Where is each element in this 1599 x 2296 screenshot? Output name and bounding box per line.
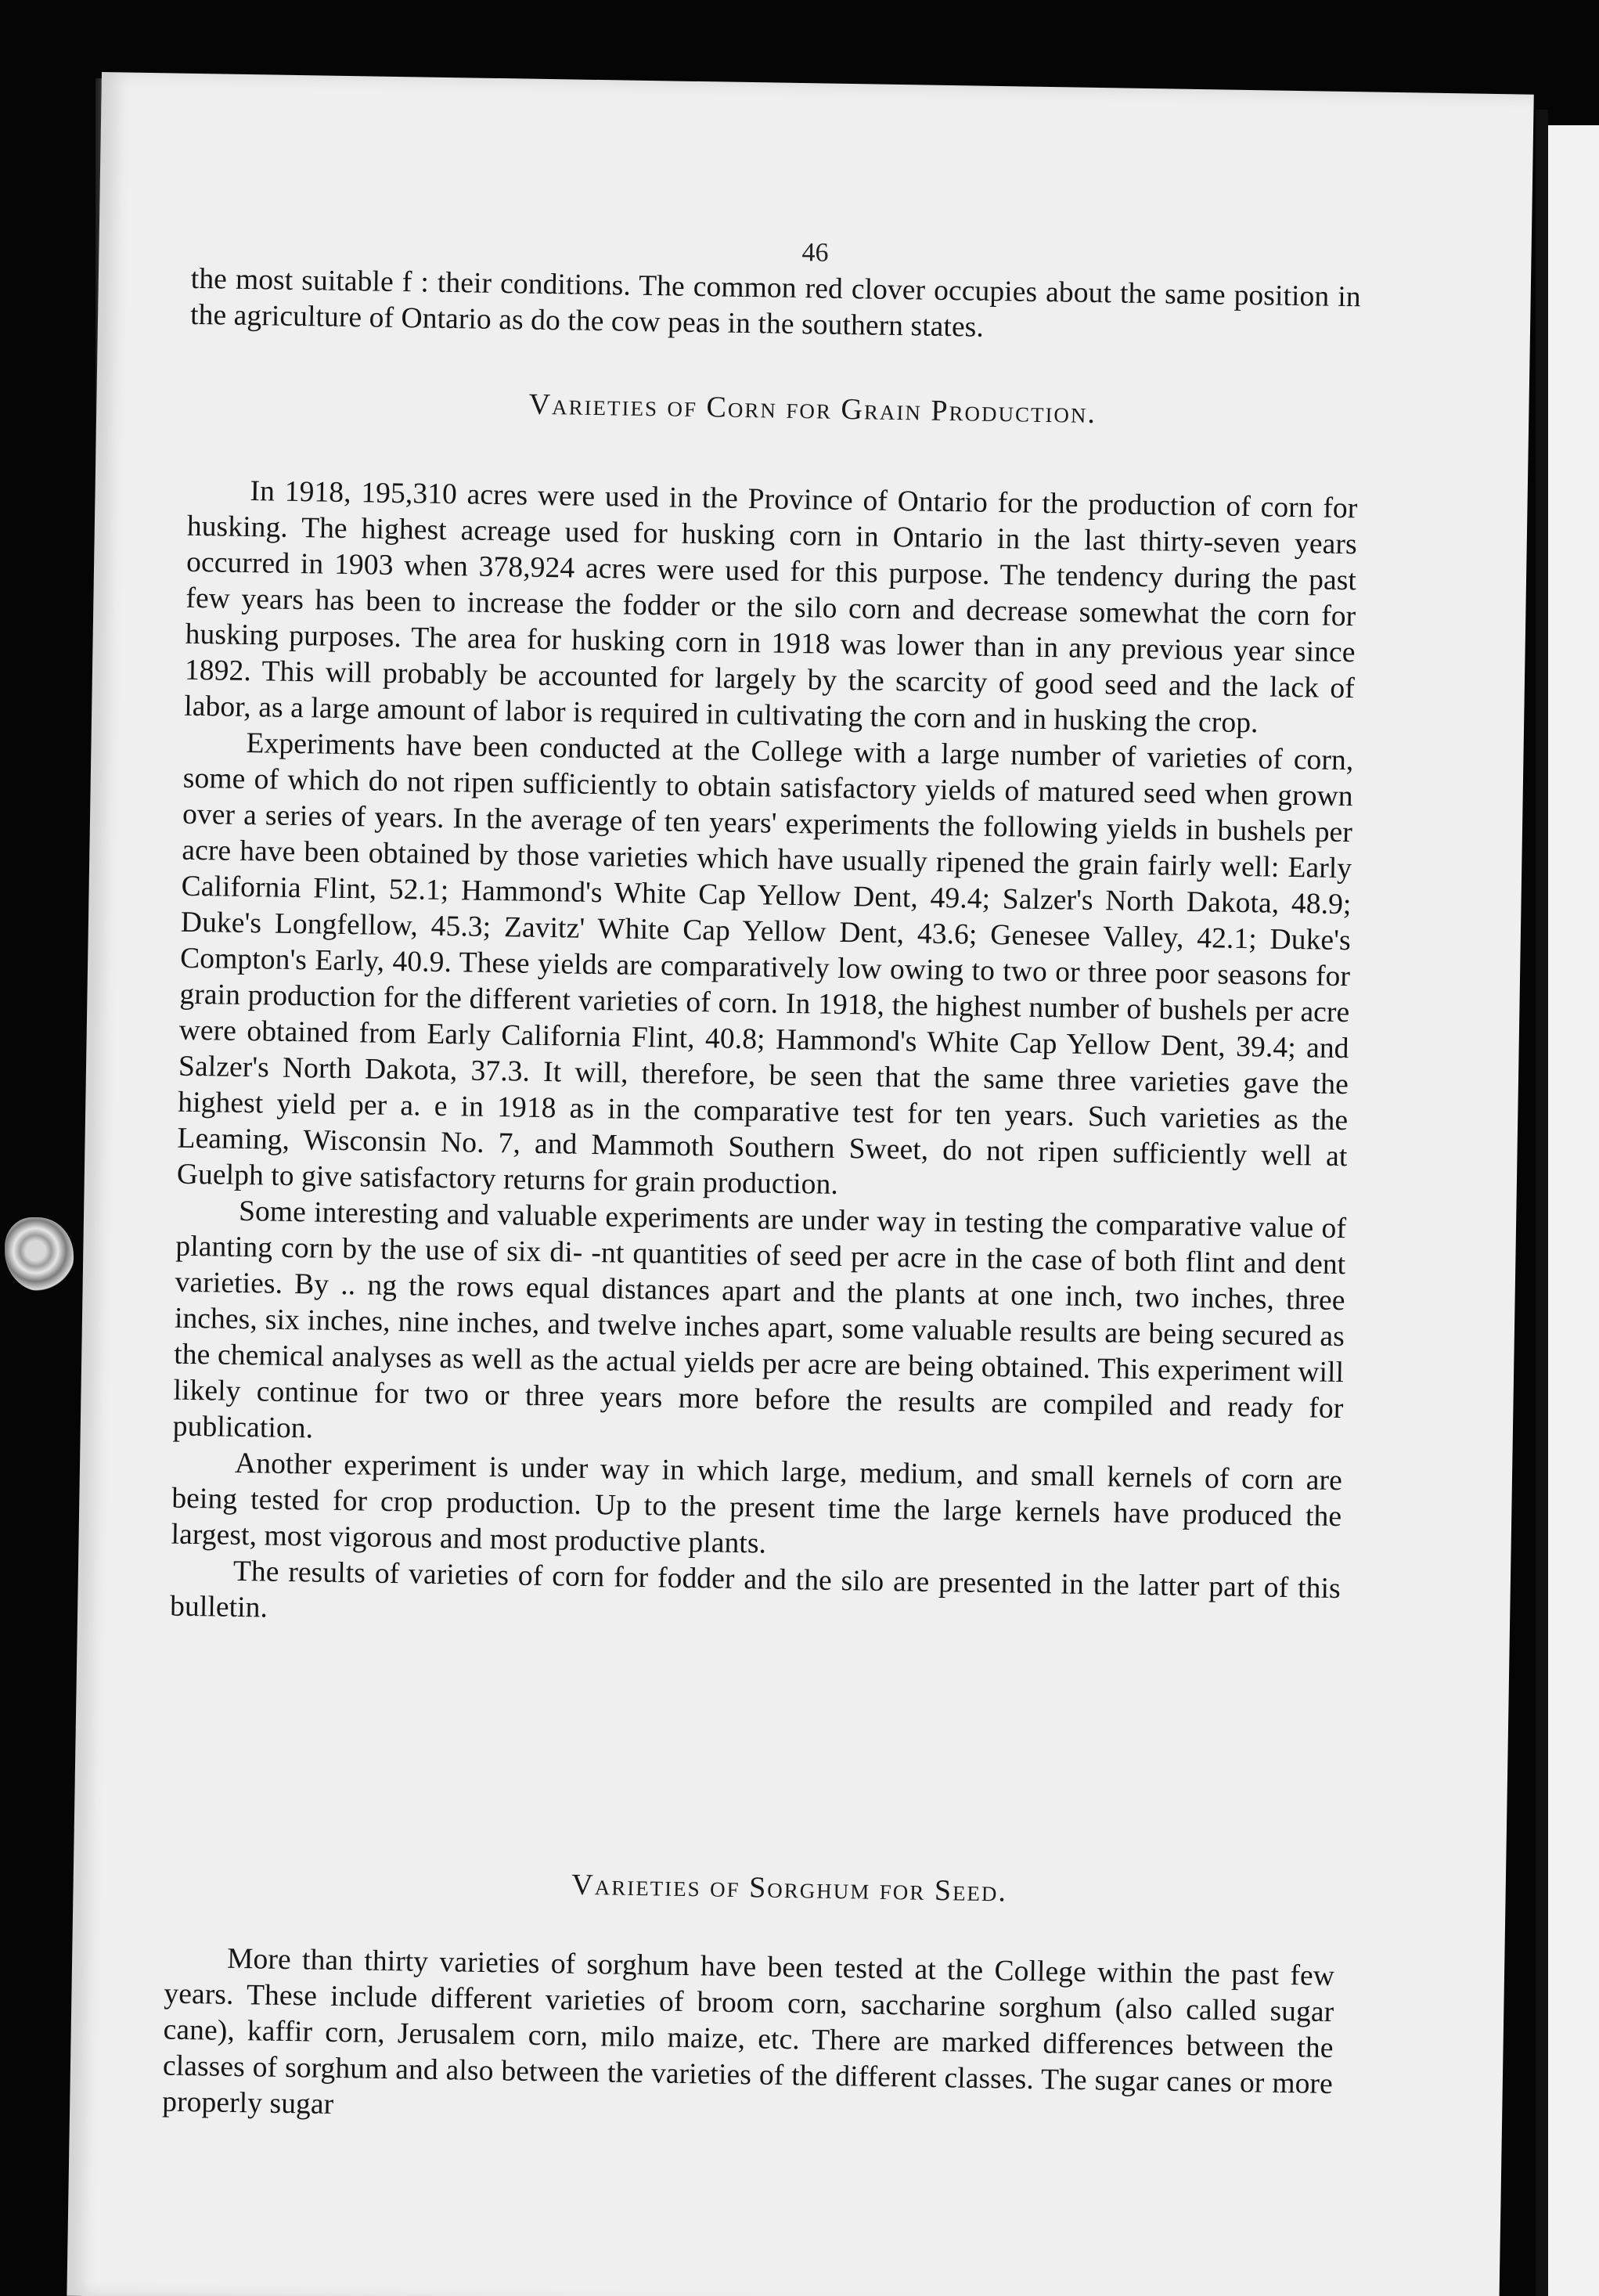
section1-heading-wrap: [96, 379, 1529, 439]
intro-block: [190, 261, 1361, 351]
paragraph-sorghum: More than thirty varieties of sorghum have been tested at the College within the past few years. These include different varieties of broom corn, saccharine sorghum (also called sugar cane), kaffir corn, Jerusalem corn, milo maize, etc. There are marked differences between the classes of sorghum and also between the varieties of the different classes. The sugar canes or more properly sugar: [161, 1942, 1335, 2121]
book-page: [67, 72, 1533, 2296]
facing-page-edge: [1548, 125, 1599, 2296]
paragraph-seed-quantities: Some interesting and valuable experiments are under way in testing the comparative value of planting corn by the use of six di- -nt quantities of seed per acre in the case of both flint and dent varieties. By .. ng the rows equal distances apart and the plants at one inch, two inches, three inches, six inches, nine inches, and twelve inches apart, some valuable results are being secured as the chemical analyses as well as the actual yields per acre are being obtained. This experiment will likely continue for two or three years more before the results are compiled and ready for publication.: [172, 1195, 1347, 1445]
book-edge-shadow: [1536, 110, 1548, 2296]
section2-heading-wrap: [73, 1858, 1506, 1919]
intro-paragraph: the most suitable f : their conditions. The common red clover occupies about the same position in the agriculture of Ontario as do the cow peas in the southern states.: [189, 262, 1361, 344]
paragraph-corn-experiments: Experiments have been conducted at the College with a large number of varieties of corn, some of which do not ripen sufficiently to obtain satisfactory yields of matured seed when grown over a series of years. In the average of ten years' experiments the following yields in bushels per acre have been obtained by those varieties which have usually ripened the grain fairly well: Early California Flint, 52.1; Hammond's White Cap Yellow Dent, 49.4; Salzer's North Dakota, 48.9; Duke's Longfellow, 45.3; Zavitz' White Cap Yellow Dent, 43.6; Genesee Valley, 42.1; Duke's Compton's Early, 40.9. These yields are comparatively low owing to two or three poor seasons for grain production for the different varieties of corn. In 1918, the highest number of bushels per acre were obtained from Early California Flint, 40.8; Hammond's White Cap Yellow Dent, 39.4; and Salzer's North Dakota, 37.3. It will, therefore, be seen that the same three varieties gave the highest yield per a. e in 1918 as in the comparative test for ten years. Such varieties as the Leaming, Wisconsin No. 7, and Mammoth Southern Sweet, do not ripen sufficiently well at Guelph to give satisfactory returns for grain production.: [176, 727, 1354, 1201]
paragraph-fodder-note: The results of varieties of corn for fodder and the silo are presented in the latter part of this bulletin.: [169, 1555, 1342, 1624]
section2-body: [162, 1941, 1334, 2139]
section-heading-sorghum: Varieties of Sorghum for Seed.: [571, 1868, 1008, 1909]
page-number: 46: [801, 238, 829, 268]
paragraph-kernel-size: Another experiment is under way in which large, medium, and small kernels of corn are being tested for crop production. Up to the present time the large kernels have produced the largest, most vigorous and most productive plants.: [171, 1447, 1343, 1560]
paragraph-corn-acreage: In 1918, 195,310 acres were used in the Province of Ontario for the production of corn for husking. The highest acreage used for husking corn in Ontario in the last thirty-seven years occurred in 1903 when 378,924 acres were used for this purpose. The tendency during the past few years has been to increase the fodder or the silo corn and decrease somewhat the corn for husking purposes. The area for husking corn in 1918 was lower than in any previous year since 1892. This will probably be accounted for largely by the scarcity of good seed and the lack of labor, as a large amount of labor is required in cultivating the corn and in husking the crop.: [183, 475, 1358, 740]
section1-body: [170, 473, 1358, 1643]
section-heading-corn: Varieties of Corn for Grain Production.: [528, 387, 1097, 431]
